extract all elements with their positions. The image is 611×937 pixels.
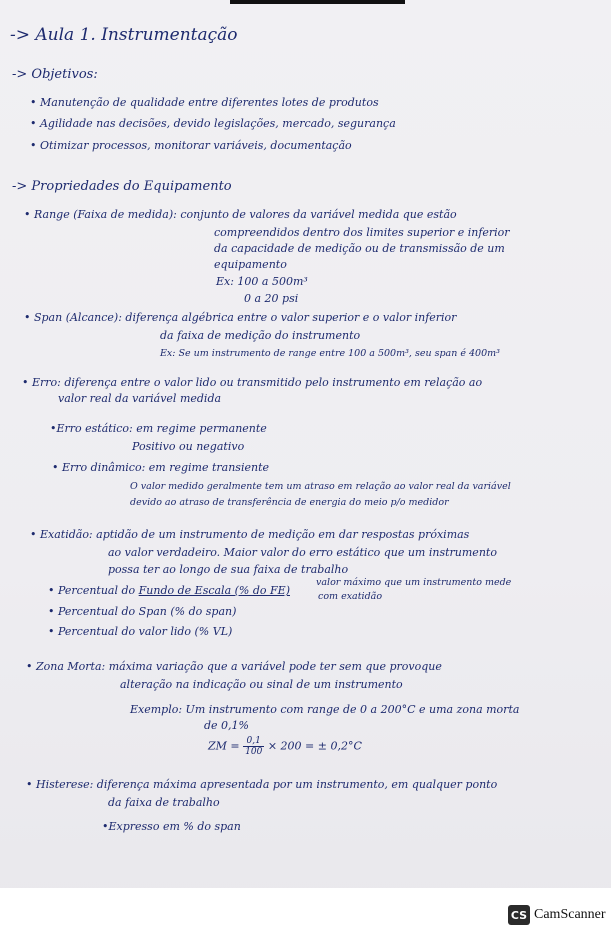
objetivo-item: • Agilidade nas decisões, devido legislações, mercado, segurança (30, 117, 396, 130)
fe-note-line: com exatidão (318, 591, 383, 602)
zm-denominator: 100 (245, 747, 263, 757)
exatidao-percentual-vl: • Percentual do valor lido (% VL) (48, 625, 233, 638)
zm-fraction (243, 736, 264, 757)
camscanner-watermark (508, 905, 606, 925)
range-definition: • Range (Faixa de medida): conjunto de valores da variável medida que estão (24, 208, 457, 221)
range-example: 0 a 20 psi (244, 292, 299, 305)
span-example: Ex: Se um instrumento de range entre 100 a 500m³, seu span é 400m³ (160, 348, 500, 359)
erro-dinamico: • Erro dinâmico: em regime transiente (52, 461, 269, 474)
histerese-note: •Expresso em % do span (102, 820, 241, 833)
erro-dinamico-line: devido ao atraso de transferência de energia do meio p/o medidor (130, 497, 449, 508)
exatidao-definition: • Exatidão: aptidão de um instrumento de medição em dar respostas próximas (30, 528, 470, 541)
page-top-edge (230, 0, 405, 4)
objetivo-item: • Otimizar processos, monitorar variáveis, documentação (30, 139, 352, 152)
histerese-definition-line: da faixa de trabalho (108, 796, 220, 809)
page-title: -> Aula 1. Instrumentação (10, 25, 238, 45)
zona-morta-formula (208, 736, 362, 757)
propriedades-heading: -> Propriedades do Equipamento (12, 179, 232, 194)
exatidao-percentual-fe (48, 584, 290, 598)
erro-estatico-sign: Positivo ou negativo (132, 440, 245, 453)
span-definition-line: da faixa de medição do instrumento (160, 329, 361, 342)
camscanner-label: CamScanner (534, 907, 606, 922)
erro-definition: • Erro: diferença entre o valor lido ou transmitido pelo instrumento em relação ao (22, 376, 483, 389)
zm-result: × 200 = ± 0,2°C (267, 739, 362, 753)
exatidao-percentual-span: • Percentual do Span (% do span) (48, 605, 237, 618)
objetivos-heading: -> Objetivos: (12, 67, 98, 82)
zona-morta-example-line: de 0,1% (204, 719, 249, 732)
exatidao-definition-line: ao valor verdadeiro. Maior valor do erro estático que um instrumento (108, 546, 497, 559)
zona-morta-definition-line: alteração na indicação ou sinal de um instrumento (120, 678, 403, 691)
objetivo-item: • Manutenção de qualidade entre diferentes lotes de produtos (30, 96, 379, 109)
zm-label: ZM = (208, 739, 240, 753)
range-definition-line: da capacidade de medição ou de transmissão de um (214, 242, 505, 255)
span-definition: • Span (Alcance): diferença algébrica entre o valor superior e o valor inferior (24, 311, 457, 324)
erro-estatico: •Erro estático: em regime permanente (50, 422, 267, 435)
camscanner-logo-icon: CS (508, 905, 530, 925)
histerese-definition: • Histerese: diferença máxima apresentada por um instrumento, em qualquer ponto (26, 778, 498, 791)
range-definition-line: equipamento (214, 258, 287, 271)
range-example: Ex: 100 a 500m³ (216, 275, 308, 288)
zona-morta-definition: • Zona Morta: máxima variação que a variável pode ter sem que provoque (26, 660, 442, 673)
exatidao-definition-line: possa ter ao longo de sua faixa de trabalho (108, 563, 349, 576)
erro-definition-line: valor real da variável medida (58, 392, 222, 405)
fundo-de-escala-underlined: Fundo de Escala (% do FE) (138, 584, 290, 597)
percentual-fe-text: • Percentual do Fundo de Escala (% do FE) (48, 584, 290, 597)
erro-dinamico-line: O valor medido geralmente tem um atraso em relação ao valor real da variável (130, 481, 511, 492)
zona-morta-example: Exemplo: Um instrumento com range de 0 a 200°C e uma zona morta (130, 703, 520, 716)
zm-numerator: 0,1 (243, 736, 264, 747)
fe-note: valor máximo que um instrumento mede (316, 577, 512, 588)
range-definition-line: compreendidos dentro dos limites superior e inferior (214, 226, 510, 239)
